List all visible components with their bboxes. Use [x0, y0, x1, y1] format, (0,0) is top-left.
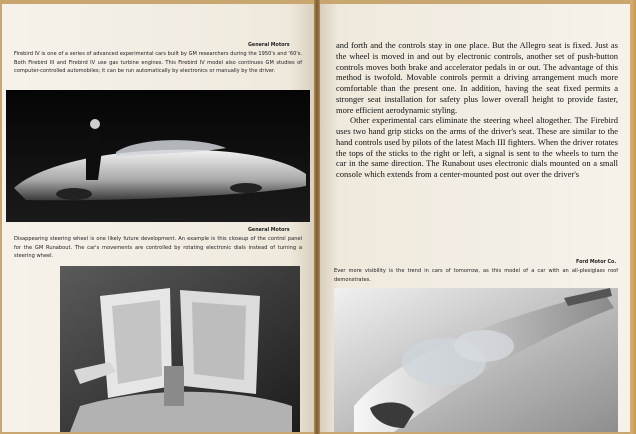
plexiglass-roof-car-photo — [334, 288, 618, 432]
right-page — [320, 4, 630, 432]
photo3-caption: Ever more visibility is the trend in cars of tomorrow, as this model of a car with an all-plexiglass roof demonstrates. — [334, 268, 618, 283]
book-edge — [630, 0, 636, 434]
left-page — [2, 4, 314, 432]
photo1-credit: General Motors — [248, 43, 290, 48]
photo2-credit: General Motors — [248, 228, 290, 233]
article-body — [336, 40, 618, 180]
paragraph-2: Other experimental cars eliminate the steering wheel altogether. The Firebird uses two hand grip sticks on the arms of the driver's seat. These are similar to the hand controls used by pilots of the latest Mach III fighters. When the driver rotates the tops of the sticks to the right or left, a signal is sent to the wheels to turn the car in the same direction. The Runabout uses electronic dials mounted on a small console which extends from a center-mounted post out over the driver's — [336, 115, 618, 179]
photo2-caption: Disappearing steering wheel is one likely future development. An example is this closeup of the control panel for the GM Runabout. The car's movements are controlled by rotating electronic dials instead of turning a steering wheel. — [14, 236, 302, 260]
photo1-caption: Firebird IV is one of a series of advanced experimental cars built by GM researchers during the 1950's and '60's. Both Firebird III and Firebird IV use gas turbine engines. This Firebird IV model also continues GM studies of computer-controlled automobiles; it can be run automatically by electronics or manually by the driver. — [14, 51, 302, 75]
paragraph-1: and forth and the controls stay in one place. But the Allegro seat is fixed. Just as the wheel is moved in and out by electronic controls, another set of push-button controls moves both brake and accelerator pedals in or out. The advantage of this method is twofold. Movable controls permit a driving arrangement much more comfortable than the present one. In addition, having the seat fixed permits a stronger seat installation for safety plus lower overall height to provide faster, more efficient aerodynamic styling. — [336, 40, 618, 115]
firebird-iv-photo — [6, 90, 310, 222]
runabout-control-panel-photo — [60, 266, 300, 432]
photo3-credit: Ford Motor Co. — [576, 260, 617, 265]
